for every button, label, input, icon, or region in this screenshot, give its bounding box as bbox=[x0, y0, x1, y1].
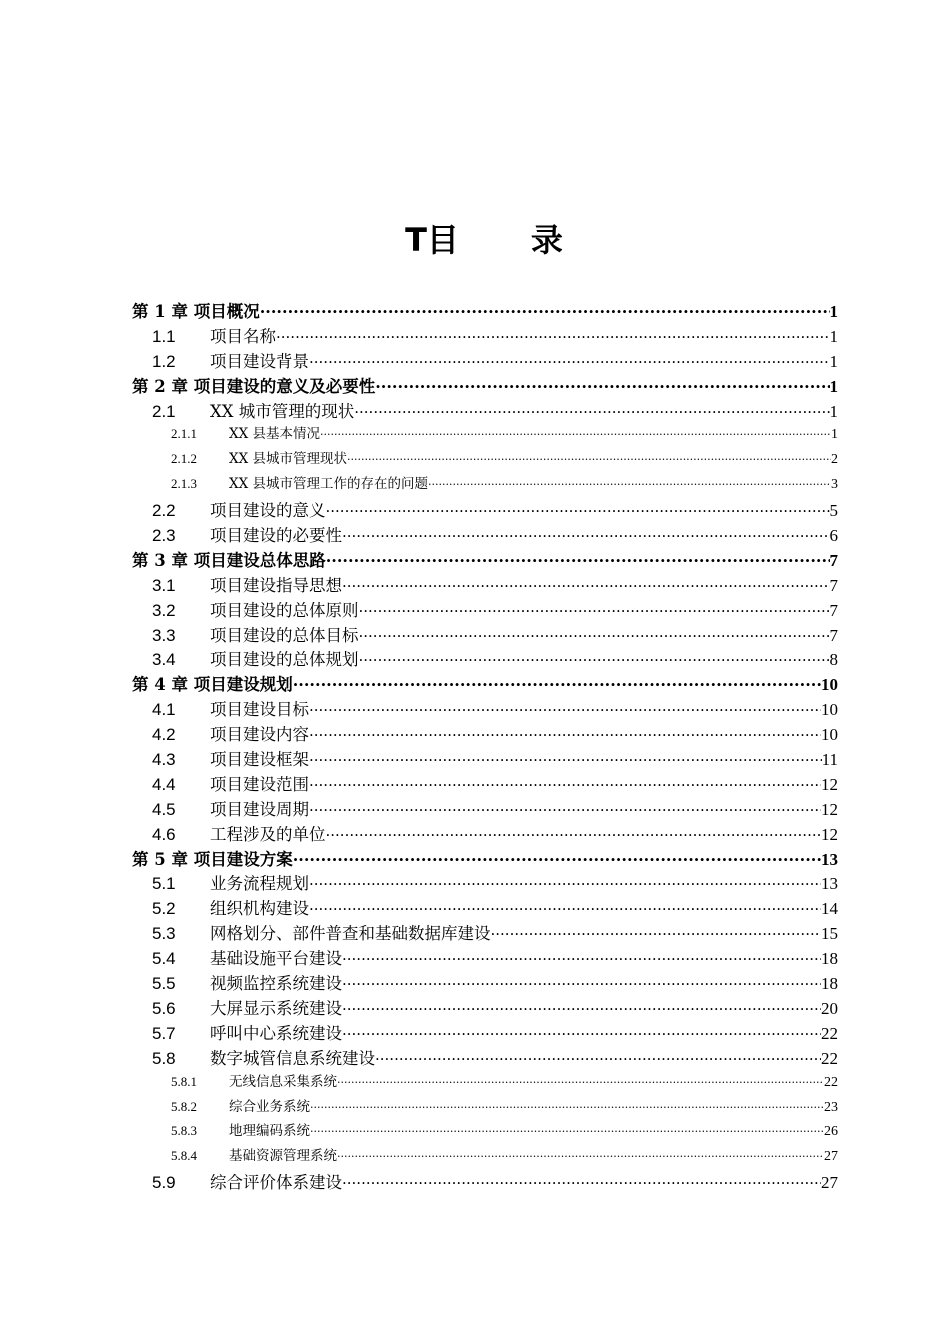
toc-dot-leader bbox=[354, 400, 829, 417]
toc-dot-leader bbox=[309, 798, 821, 815]
toc-entry-page-number: 13 bbox=[821, 874, 838, 894]
toc-entry-number: 5.7 bbox=[152, 1023, 176, 1043]
toc-section-entry[interactable] bbox=[132, 572, 838, 597]
toc-dot-leader bbox=[359, 624, 830, 641]
toc-entry-label: 项目名称 bbox=[210, 326, 276, 346]
toc-entry-label: 基础设施平台建设 bbox=[210, 949, 342, 969]
toc-dot-leader bbox=[310, 1122, 824, 1136]
toc-entry-page-number: 10 bbox=[821, 725, 838, 745]
toc-entry-number: 4.6 bbox=[152, 824, 176, 844]
toc-entry-label: 第 1 章 项目概况 bbox=[132, 302, 260, 321]
toc-dot-leader bbox=[337, 1147, 824, 1161]
toc-entry-page-number: 1 bbox=[829, 326, 838, 346]
toc-subsection-entry[interactable] bbox=[132, 472, 838, 497]
toc-entry-page-number: 1 bbox=[829, 351, 838, 371]
toc-dot-leader bbox=[320, 425, 831, 439]
toc-section-entry[interactable] bbox=[132, 323, 838, 348]
toc-entry-number: 2.1.1 bbox=[171, 426, 197, 442]
toc-entry-label: XX 县城市管理工作的存在的问题 bbox=[229, 476, 429, 493]
toc-entry-page-number: 18 bbox=[821, 974, 838, 994]
table-of-contents bbox=[132, 298, 838, 1194]
toc-section-entry[interactable] bbox=[132, 821, 838, 846]
toc-chapter-entry[interactable] bbox=[132, 298, 838, 323]
toc-entry-page-number: 8 bbox=[829, 650, 838, 670]
toc-entry-label: 项目建设指导思想 bbox=[210, 575, 342, 595]
toc-entry-number: 4.4 bbox=[152, 774, 176, 794]
toc-dot-leader bbox=[293, 848, 821, 865]
toc-entry-label: 项目建设的总体规划 bbox=[210, 650, 359, 670]
toc-subsection-entry[interactable] bbox=[132, 1095, 838, 1120]
toc-entry-number: 5.4 bbox=[152, 949, 176, 969]
toc-entry-number: 5.6 bbox=[152, 998, 176, 1018]
toc-entry-label: 项目建设范围 bbox=[210, 774, 309, 794]
toc-entry-label: 组织机构建设 bbox=[210, 899, 309, 919]
toc-section-entry[interactable] bbox=[132, 1169, 838, 1194]
toc-entry-page-number: 27 bbox=[821, 1173, 838, 1193]
toc-title-part1: T目 bbox=[405, 221, 459, 259]
toc-entry-number: 4.5 bbox=[152, 799, 176, 819]
toc-section-entry[interactable] bbox=[132, 622, 838, 647]
toc-entry-label: 项目建设框架 bbox=[210, 750, 309, 770]
toc-dot-leader bbox=[342, 973, 821, 990]
toc-entry-number: 3.4 bbox=[152, 650, 176, 670]
toc-entry-number: 2.2 bbox=[152, 501, 176, 521]
toc-subsection-entry[interactable] bbox=[132, 1119, 838, 1144]
toc-entry-number: 5.2 bbox=[152, 899, 176, 919]
toc-dot-leader bbox=[375, 1047, 821, 1064]
toc-dot-leader bbox=[359, 599, 830, 616]
toc-title-part2: 录 bbox=[530, 221, 563, 259]
toc-entry-label: XX 城市管理的现状 bbox=[210, 401, 355, 421]
toc-entry-label: 项目建设内容 bbox=[210, 725, 309, 745]
toc-entry-page-number: 12 bbox=[821, 824, 838, 844]
toc-entry-page-number: 20 bbox=[821, 998, 838, 1018]
toc-entry-page-number: 12 bbox=[821, 799, 838, 819]
toc-entry-page-number: 1 bbox=[829, 376, 838, 396]
toc-dot-leader bbox=[375, 375, 829, 392]
toc-entry-label: XX 县基本情况 bbox=[229, 426, 321, 443]
toc-entry-number: 5.9 bbox=[152, 1173, 176, 1193]
toc-entry-page-number: 11 bbox=[821, 750, 838, 770]
toc-dot-leader bbox=[491, 923, 822, 940]
toc-dot-leader bbox=[293, 674, 821, 691]
toc-section-entry[interactable] bbox=[132, 920, 838, 945]
toc-entry-page-number: 22 bbox=[824, 1074, 838, 1090]
toc-entry-label: 基础资源管理系统 bbox=[229, 1148, 337, 1165]
toc-entry-page-number: 5 bbox=[829, 501, 838, 521]
toc-entry-number: 1.1 bbox=[152, 326, 176, 346]
toc-dot-leader bbox=[326, 549, 830, 566]
toc-section-entry[interactable] bbox=[132, 945, 838, 970]
toc-section-entry[interactable] bbox=[132, 870, 838, 895]
toc-entry-label: 项目建设的意义 bbox=[210, 501, 326, 521]
toc-entry-page-number: 7 bbox=[829, 600, 838, 620]
toc-dot-leader bbox=[359, 649, 830, 666]
toc-dot-leader bbox=[309, 699, 821, 716]
toc-entry-page-number: 18 bbox=[821, 949, 838, 969]
toc-dot-leader bbox=[342, 574, 830, 591]
toc-entry-label: 大屏显示系统建设 bbox=[210, 998, 342, 1018]
toc-subsection-entry[interactable] bbox=[132, 1144, 838, 1169]
toc-section-entry[interactable] bbox=[132, 646, 838, 671]
toc-entry-page-number: 7 bbox=[829, 575, 838, 595]
toc-section-entry[interactable] bbox=[132, 597, 838, 622]
toc-dot-leader bbox=[342, 1172, 821, 1189]
toc-entry-page-number: 1 bbox=[829, 401, 838, 421]
toc-subsection-entry[interactable] bbox=[132, 422, 838, 447]
toc-entry-page-number: 10 bbox=[821, 675, 838, 695]
toc-entry-label: 第 5 章 项目建设方案 bbox=[132, 849, 293, 869]
toc-dot-leader bbox=[309, 749, 822, 766]
toc-entry-label: 无线信息采集系统 bbox=[229, 1073, 337, 1090]
toc-entry-number: 5.8 bbox=[152, 1048, 176, 1068]
toc-entry-number: 4.1 bbox=[152, 700, 176, 720]
toc-dot-leader bbox=[309, 350, 830, 367]
toc-entry-label: 项目建设的总体原则 bbox=[210, 600, 359, 620]
toc-entry-number: 4.2 bbox=[152, 725, 176, 745]
toc-entry-page-number: 14 bbox=[821, 899, 838, 919]
toc-entry-label: 第 4 章 项目建设规划 bbox=[132, 675, 293, 695]
toc-dot-leader bbox=[326, 823, 822, 840]
toc-entry-number: 2.1 bbox=[152, 401, 176, 421]
toc-dot-leader bbox=[309, 724, 821, 741]
toc-dot-leader bbox=[342, 997, 821, 1014]
toc-entry-page-number: 13 bbox=[821, 849, 838, 869]
toc-entry-label: XX 县城市管理现状 bbox=[229, 451, 348, 468]
toc-entry-number: 5.3 bbox=[152, 924, 176, 944]
toc-entry-page-number: 15 bbox=[821, 924, 838, 944]
toc-dot-leader bbox=[342, 948, 821, 965]
toc-section-entry[interactable] bbox=[132, 696, 838, 721]
toc-entry-label: 视频监控系统建设 bbox=[210, 974, 342, 994]
toc-entry-label: 综合业务系统 bbox=[229, 1098, 310, 1115]
toc-chapter-entry[interactable] bbox=[132, 373, 838, 398]
toc-entry-page-number: 22 bbox=[821, 1048, 838, 1068]
toc-entry-label: 工程涉及的单位 bbox=[210, 824, 326, 844]
toc-entry-number: 3.2 bbox=[152, 600, 176, 620]
toc-entry-label: 项目建设周期 bbox=[210, 799, 309, 819]
toc-section-entry[interactable] bbox=[132, 721, 838, 746]
toc-entry-number: 2.3 bbox=[152, 526, 176, 546]
toc-entry-page-number: 1 bbox=[831, 427, 838, 443]
toc-subsection-entry[interactable] bbox=[132, 447, 838, 472]
toc-entry-number: 5.5 bbox=[152, 974, 176, 994]
toc-entry-page-number: 10 bbox=[821, 700, 838, 720]
toc-entry-label: 项目建设背景 bbox=[210, 351, 309, 371]
toc-title bbox=[0, 218, 950, 262]
toc-entry-page-number: 23 bbox=[824, 1099, 838, 1115]
toc-section-entry[interactable] bbox=[132, 1020, 838, 1045]
toc-dot-leader bbox=[428, 475, 831, 489]
toc-entry-label: 地理编码系统 bbox=[229, 1123, 310, 1140]
toc-section-entry[interactable] bbox=[132, 771, 838, 796]
toc-entry-page-number: 2 bbox=[831, 452, 838, 468]
toc-chapter-entry[interactable] bbox=[132, 671, 838, 696]
toc-dot-leader bbox=[310, 1097, 824, 1111]
toc-entry-number: 1.2 bbox=[152, 351, 176, 371]
toc-section-entry[interactable] bbox=[132, 348, 838, 373]
toc-entry-page-number: 27 bbox=[824, 1149, 838, 1165]
toc-entry-page-number: 6 bbox=[829, 526, 838, 546]
toc-entry-page-number: 1 bbox=[829, 302, 838, 321]
toc-section-entry[interactable] bbox=[132, 796, 838, 821]
toc-entry-label: 项目建设的必要性 bbox=[210, 526, 342, 546]
toc-subsection-entry[interactable] bbox=[132, 1070, 838, 1095]
toc-entry-label: 业务流程规划 bbox=[210, 874, 309, 894]
toc-dot-leader bbox=[347, 450, 831, 464]
toc-entry-number: 3.1 bbox=[152, 575, 176, 595]
toc-entry-number: 5.8.4 bbox=[171, 1148, 197, 1164]
toc-entry-number: 2.1.2 bbox=[171, 451, 197, 467]
toc-entry-page-number: 7 bbox=[829, 550, 838, 570]
toc-section-entry[interactable] bbox=[132, 497, 838, 522]
toc-entry-number: 5.8.3 bbox=[171, 1123, 197, 1139]
toc-entry-label: 项目建设目标 bbox=[210, 700, 309, 720]
toc-entry-page-number: 22 bbox=[821, 1023, 838, 1043]
toc-entry-number: 3.3 bbox=[152, 625, 176, 645]
toc-dot-leader bbox=[309, 873, 821, 890]
toc-entry-label: 呼叫中心系统建设 bbox=[210, 1023, 342, 1043]
toc-dot-leader bbox=[342, 525, 830, 542]
toc-entry-label: 综合评价体系建设 bbox=[210, 1173, 342, 1193]
toc-entry-label: 网格划分、部件普查和基础数据库建设 bbox=[210, 924, 491, 944]
toc-dot-leader bbox=[276, 325, 830, 342]
toc-entry-number: 2.1.3 bbox=[171, 476, 197, 492]
toc-section-entry[interactable] bbox=[132, 895, 838, 920]
toc-section-entry[interactable] bbox=[132, 970, 838, 995]
toc-dot-leader bbox=[309, 773, 821, 790]
toc-dot-leader bbox=[337, 1072, 824, 1086]
toc-entry-page-number: 3 bbox=[831, 477, 838, 493]
toc-entry-page-number: 26 bbox=[824, 1124, 838, 1140]
toc-section-entry[interactable] bbox=[132, 1045, 838, 1070]
toc-entry-label: 第 3 章 项目建设总体思路 bbox=[132, 550, 326, 570]
toc-entry-label: 第 2 章 项目建设的意义及必要性 bbox=[132, 376, 376, 396]
toc-section-entry[interactable] bbox=[132, 995, 838, 1020]
toc-entry-page-number: 7 bbox=[829, 625, 838, 645]
toc-dot-leader bbox=[342, 1022, 821, 1039]
toc-dot-leader bbox=[260, 301, 830, 318]
toc-section-entry[interactable] bbox=[132, 746, 838, 771]
toc-section-entry[interactable] bbox=[132, 398, 838, 423]
toc-section-entry[interactable] bbox=[132, 522, 838, 547]
toc-dot-leader bbox=[326, 500, 830, 517]
toc-entry-number: 5.1 bbox=[152, 874, 176, 894]
toc-chapter-entry[interactable] bbox=[132, 547, 838, 572]
toc-entry-number: 5.8.2 bbox=[171, 1098, 197, 1114]
toc-chapter-entry[interactable] bbox=[132, 846, 838, 871]
toc-entry-label: 数字城管信息系统建设 bbox=[210, 1048, 375, 1068]
toc-entry-label: 项目建设的总体目标 bbox=[210, 625, 359, 645]
toc-entry-number: 4.3 bbox=[152, 750, 176, 770]
toc-entry-page-number: 12 bbox=[821, 774, 838, 794]
toc-entry-number: 5.8.1 bbox=[171, 1073, 197, 1089]
toc-dot-leader bbox=[309, 898, 821, 915]
